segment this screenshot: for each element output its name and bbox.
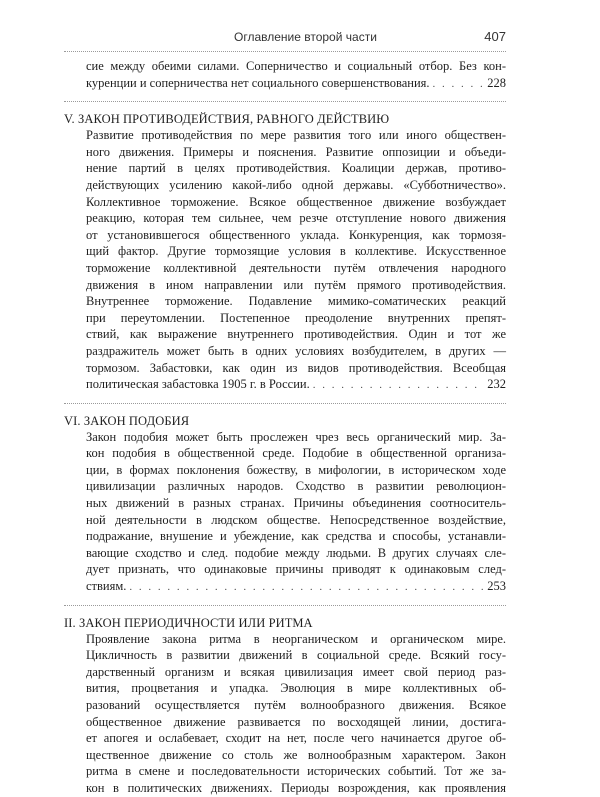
entry-line: Закон подобия может быть прослежен чрез весь органический мир. За- — [86, 429, 506, 444]
entry-line: ции, в формах поклонения божеству, в мифологии, в историческом ходе — [86, 462, 506, 477]
toc-content — [64, 58, 506, 797]
entry-line: вающие сходство и след. подобие между людьми. В других случаях сле- — [86, 545, 506, 560]
section-heading[interactable]: VI. ЗАКОН ПОДОБИЯ — [64, 413, 190, 428]
toc-section-5 — [64, 111, 506, 394]
entry-line: Коллективное торможение. Всякое общественное движение возбуждает — [86, 194, 506, 209]
entry-line: Проявление закона ритма в неорганическом и органическом мире. — [86, 631, 506, 646]
toc-section-2 — [64, 615, 506, 797]
entry-line: вития, процветания и упадка. Эволюция в мире коллективных об- — [86, 681, 506, 696]
entry-line: щий фактор. Другие тормозящие условия в коллективе. Искусственное — [86, 244, 506, 259]
entry-line: Развитие противодействия по мере развития того или иного обществен- — [86, 128, 506, 143]
toc-leader-line — [86, 376, 506, 394]
entry-description — [86, 58, 506, 92]
entry-line: движения в ином направлении или путём прямого противодействия. — [86, 277, 506, 292]
entry-line: куренции и соперничества нет социального совершенствования. — [86, 75, 430, 90]
running-header — [64, 22, 506, 52]
entry-line: щественное движение со столь же волнообразным характером. Закон — [86, 747, 506, 762]
dot-leader — [433, 76, 485, 93]
entry-line: при переутомлении. Постепенное преодоление внутренних препят- — [86, 310, 506, 325]
entry-line: ствий, как выражение внутреннего противодействия. Один и тот же — [86, 327, 506, 342]
entry-line: Внутреннее торможение. Подавление мимико-соматических реакций — [86, 294, 506, 309]
toc-leader-line — [86, 578, 506, 596]
entry-line: от установившегося общественного уклада. Конкуренция, как тормозя- — [86, 227, 506, 242]
entry-line: ствиям. — [86, 579, 127, 594]
entry-line: Цикличность в развитии движений в социальной среде. Всякий госу- — [86, 648, 506, 663]
entry-line: реакцию, которая тем сильнее, чем резче отступление нового движения — [86, 211, 506, 226]
section-heading[interactable]: V. ЗАКОН ПРОТИВОДЕЙСТВИЯ, РАВНОГО ДЕЙСТВИЮ — [64, 112, 390, 127]
entry-line: действующих усилению какой-либо одной державы. «Субботничество». — [86, 177, 506, 192]
entry-line: ного движения. Примеры и пояснения. Развитие оппозиции и объеди- — [86, 144, 506, 159]
section-divider — [64, 403, 506, 404]
entry-line: политическая забастовка 1905 г. в России. — [86, 377, 310, 392]
entry-line: разований осуществляется путём волнообразного движения. Всякое — [86, 698, 506, 712]
entry-line: подражание, внушение и убеждение, как средства и способы, устанавли- — [86, 529, 506, 544]
header-title: Оглавление второй части — [234, 30, 377, 44]
toc-section-6 — [64, 413, 506, 596]
toc-page-link[interactable]: 253 — [487, 579, 506, 594]
entry-line: ной деятельности в людском обществе. Непосредственное воздействие, — [86, 512, 506, 527]
entry-line: дует признать, что одинаковые причины приводят к одинаковым след- — [86, 562, 506, 577]
dot-leader — [313, 377, 485, 394]
section-heading[interactable]: II. ЗАКОН ПЕРИОДИЧНОСТИ ИЛИ РИТМА — [64, 615, 313, 630]
entry-line: тормозом. Забастовки, как один из видов противодействия. Всеобщая — [86, 360, 506, 375]
toc-page-link[interactable]: 228 — [487, 75, 506, 90]
entry-line: ных движений в разных странах. Причины объединения соотноситель- — [86, 496, 506, 511]
page-number: 407 — [484, 29, 506, 44]
header-divider — [64, 51, 506, 52]
entry-line: общественное движение развивается по восходящей линии, достига- — [86, 714, 506, 729]
toc-page-link[interactable]: 232 — [487, 377, 506, 392]
section-divider — [64, 605, 506, 606]
entry-line: раздражитель может быть в одних условиях возбудителем, в других — — [86, 343, 506, 358]
entry-line: дарственный организм и всякая цивилизация имеет свой период раз- — [86, 664, 506, 679]
entry-line: сие между обеими силами. Соперничество и социальный отбор. Без кон- — [86, 59, 506, 73]
toc-intro-entry — [64, 58, 506, 92]
section-divider — [64, 101, 506, 102]
toc-leader-line — [86, 75, 506, 93]
entry-line: цивилизации различных народов. Сходство в развитии революцион- — [86, 479, 506, 494]
entry-line: ет апогея и ослабевает, сходит на нет, после чего начинается другое об- — [86, 731, 506, 746]
section-description — [86, 429, 506, 596]
entry-line: ритма в смене и последовательности исторических событий. Тот же за- — [86, 764, 506, 779]
entry-line: нение партий в целях противодействия. Коалиции держав, противо- — [86, 161, 506, 176]
entry-line: кон подобия в общественной среде. Подобие в общественной организа- — [86, 446, 506, 461]
entry-line: торможение коллективной деятельности путём отвлечения народного — [86, 260, 506, 275]
section-description — [86, 127, 506, 394]
entry-line: кон в политических движениях. Периоды возрождения, как проявления — [86, 780, 506, 795]
section-description — [86, 631, 506, 797]
dot-leader — [129, 579, 484, 596]
